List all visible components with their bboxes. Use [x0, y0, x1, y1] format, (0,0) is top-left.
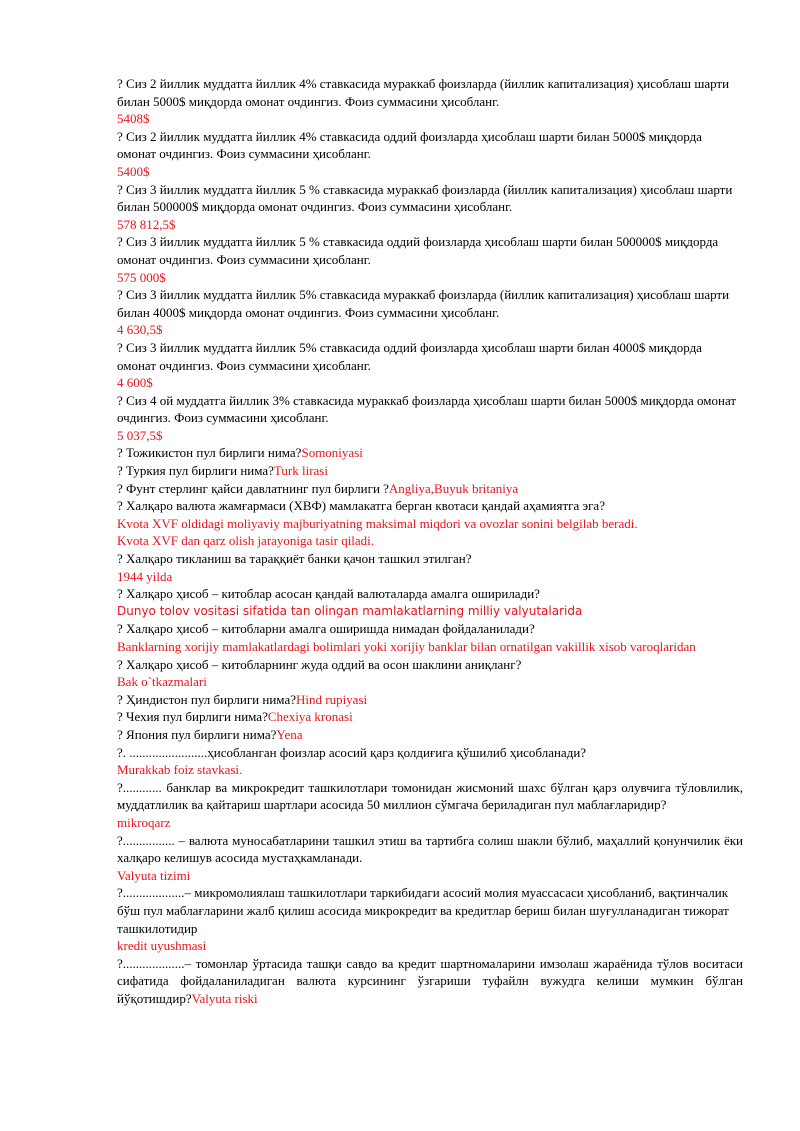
answer-text: 1944 yilda [117, 568, 173, 584]
answer-text: Chexiya kronasi [267, 709, 353, 725]
question-line [117, 955, 743, 1008]
answer-text: 4 600$ [117, 375, 153, 391]
question-line [117, 444, 743, 462]
question-text: ? Халқаро тикланиш ва тараққиёт банки қачон ташкил этилган? [117, 551, 472, 567]
question-text: ? Сиз 3 йиллик муддатга йиллик 5 % ставкасида мураккаб фоизларда (йиллик капитализация) ҳисоблаш шарти билан 500000$ миқдорда омонат очдингиз. Фоиз суммасини ҳисобланг. [117, 181, 733, 215]
answer-text: 575 000$ [117, 269, 166, 285]
question-text: ? Халқаро ҳисоб – китобларнинг жуда оддий ва осон шаклини аниқланг? [117, 656, 522, 672]
answer-text: 5400$ [117, 163, 150, 179]
question-line [117, 462, 743, 480]
question-text: ? Тожикистон пул бирлиги нима? [117, 445, 302, 461]
question-text: ? Сиз 3 йиллик муддатга йиллик 5% ставкасида мураккаб фоизларда (йиллик капитализация) ҳисоблаш шарти билан 4000$ миқдорда омонат очдингиз. Фоиз суммасини ҳисобланг. [117, 287, 730, 320]
question-text: ? Сиз 2 йиллик муддатга йиллик 4% ставкасида мураккаб фоизларда (йиллик капитализация) ҳисоблаш шарти билан 5000$ миқдорда омонат очдингиз. Фоиз суммасини ҳисобланг. [117, 76, 730, 109]
question-text: ? Сиз 3 йиллик муддатга йиллик 5% ставкасида оддий фоизларда ҳисоблаш шарти билан 4000$ миқдорда омонат очдингиз. Фоиз суммасини ҳисобланг. [117, 339, 702, 373]
question-text: ? Сиз 4 ой муддатга йиллик 3% ставкасида мураккаб фоизларда ҳисоблаш шарти билан 5000$ миқдорда омонат очдингиз. Фоиз суммасини ҳисобланг. [117, 392, 737, 426]
question-text: ?............ банклар ва микрокредит ташкилотлари томонидан жисмоний шахс бўлган қарз олувчига тўловлилик, муддатлилик ва қайтариш шартлари асосида 50 миллион сўмгача бериладиган пул маблағларидир? [117, 779, 743, 813]
question-text: ? Халқаро ҳисоб – китоблар асосан қандай валюталарда амалга оширилади? [117, 586, 540, 602]
answer-text: Hind rupiyasi [295, 691, 368, 707]
question-text: ? Япония пул бирлиги нима? [117, 726, 277, 742]
answer-text: Yena [276, 726, 303, 742]
question-text: ?...................– томонлар ўртасида ташқи савдо ва кредит шартномаларини имзолаш жараёнида тўлов воситаси сифатида фойдаланиладиган валюта курсининг ўзгариши туфайлн вужудга келиши мумкин бўлган йўқотишдир? [117, 955, 743, 1006]
answer-text: 5408$ [117, 111, 150, 127]
question-line [117, 480, 743, 498]
answer-text: Kvota XVF oldidagi moliyaviy majburiyatning maksimal miqdori va ovozlar sonini belgilab beradi. [117, 515, 638, 531]
question-text: ? Халқаро валюта жамғармаси (ХВФ) мамлакатга берган квотаси қандай аҳамиятга эга? [117, 498, 605, 514]
question-text: ? Чехия пул бирлиги нима? [117, 709, 268, 725]
answer-text: Angliya,Buyuk britaniya [388, 480, 519, 496]
answer-text: Valyuta tizimi [117, 867, 191, 883]
answer-text: Turk lirasi [273, 463, 328, 479]
question-text: ? Туркия пул бирлиги нима? [117, 463, 274, 479]
answer-text: Somoniyasi [301, 445, 363, 461]
question-text: ? Халқаро ҳисоб – китобларни амалга оширишда нимадан фойдаланилади? [117, 621, 535, 637]
answer-text-extra: Kvota XVF dan qarz olish jarayoniga tasir qiladi. [117, 533, 375, 549]
question-line [117, 708, 743, 726]
answer-text: kredit uyushmasi [117, 938, 207, 954]
answer-text: Banklarning xorijiy mamlakatlardagi bolimlari yoki xorijiy banklar bilan ornatilgan vakillik xisob varoqlaridan [117, 639, 696, 654]
question-text: ? Сиз 2 йиллик муддатга йиллик 4% ставкасида оддий фоизларда ҳисоблаш шарти билан 5000$ миқдорда омонат очдингиз. Фоиз суммасини ҳисобланг. [117, 128, 702, 162]
answer-text: Bak o`tkazmalari [117, 674, 207, 690]
answer-text: mikroqarz [117, 814, 171, 830]
question-text: ? Фунт стерлинг қайси давлатнинг пул бирлиги ? [117, 480, 389, 496]
answer-text: Valyuta riski [191, 990, 258, 1006]
question-line [117, 726, 743, 744]
question-text: ? Сиз 3 йиллик муддатга йиллик 5 % ставкасида оддий фоизларда ҳисоблаш шарти билан 500000$ миқдорда омонат очдингиз. Фоиз суммасини ҳисобланг. [117, 234, 719, 267]
answer-text: 5 037,5$ [117, 427, 163, 443]
answer-text: Murakkab foiz stavkasi. [117, 762, 243, 778]
answer-text: Dunyo tolov vositasi sifatida tan olingan mamlakatlarning milliy valyutalarida [117, 603, 583, 618]
question-text: ?. ........................ҳисобланган фоизлар асосий қарз қолдиғига қўшилиб ҳисобланади? [117, 744, 587, 760]
answer-text: 578 812,5$ [117, 216, 176, 232]
question-text: ?...................– микромолиялаш ташкилотлари таркибидаги асосий молия муассасаси ҳисобланиб, вақтинчалик бўш пул маблағларини жалб қилиш асосида микрокредит ва кредитлар бериш билан шуғулланадиган тижорат ташкилотидир [117, 885, 729, 936]
document-page [117, 75, 743, 1007]
question-line [117, 691, 743, 709]
question-text: ?................ – валюта муносабатларини ташкил этиш ва тартибга солиш шакли бўлиб, маҳаллий қонунчилик ёки халқаро келишув асосида мустаҳкамланади. [117, 832, 743, 866]
answer-text: 4 630,5$ [117, 322, 163, 338]
question-text: ? Ҳиндистон пул бирлиги нима? [117, 691, 296, 707]
